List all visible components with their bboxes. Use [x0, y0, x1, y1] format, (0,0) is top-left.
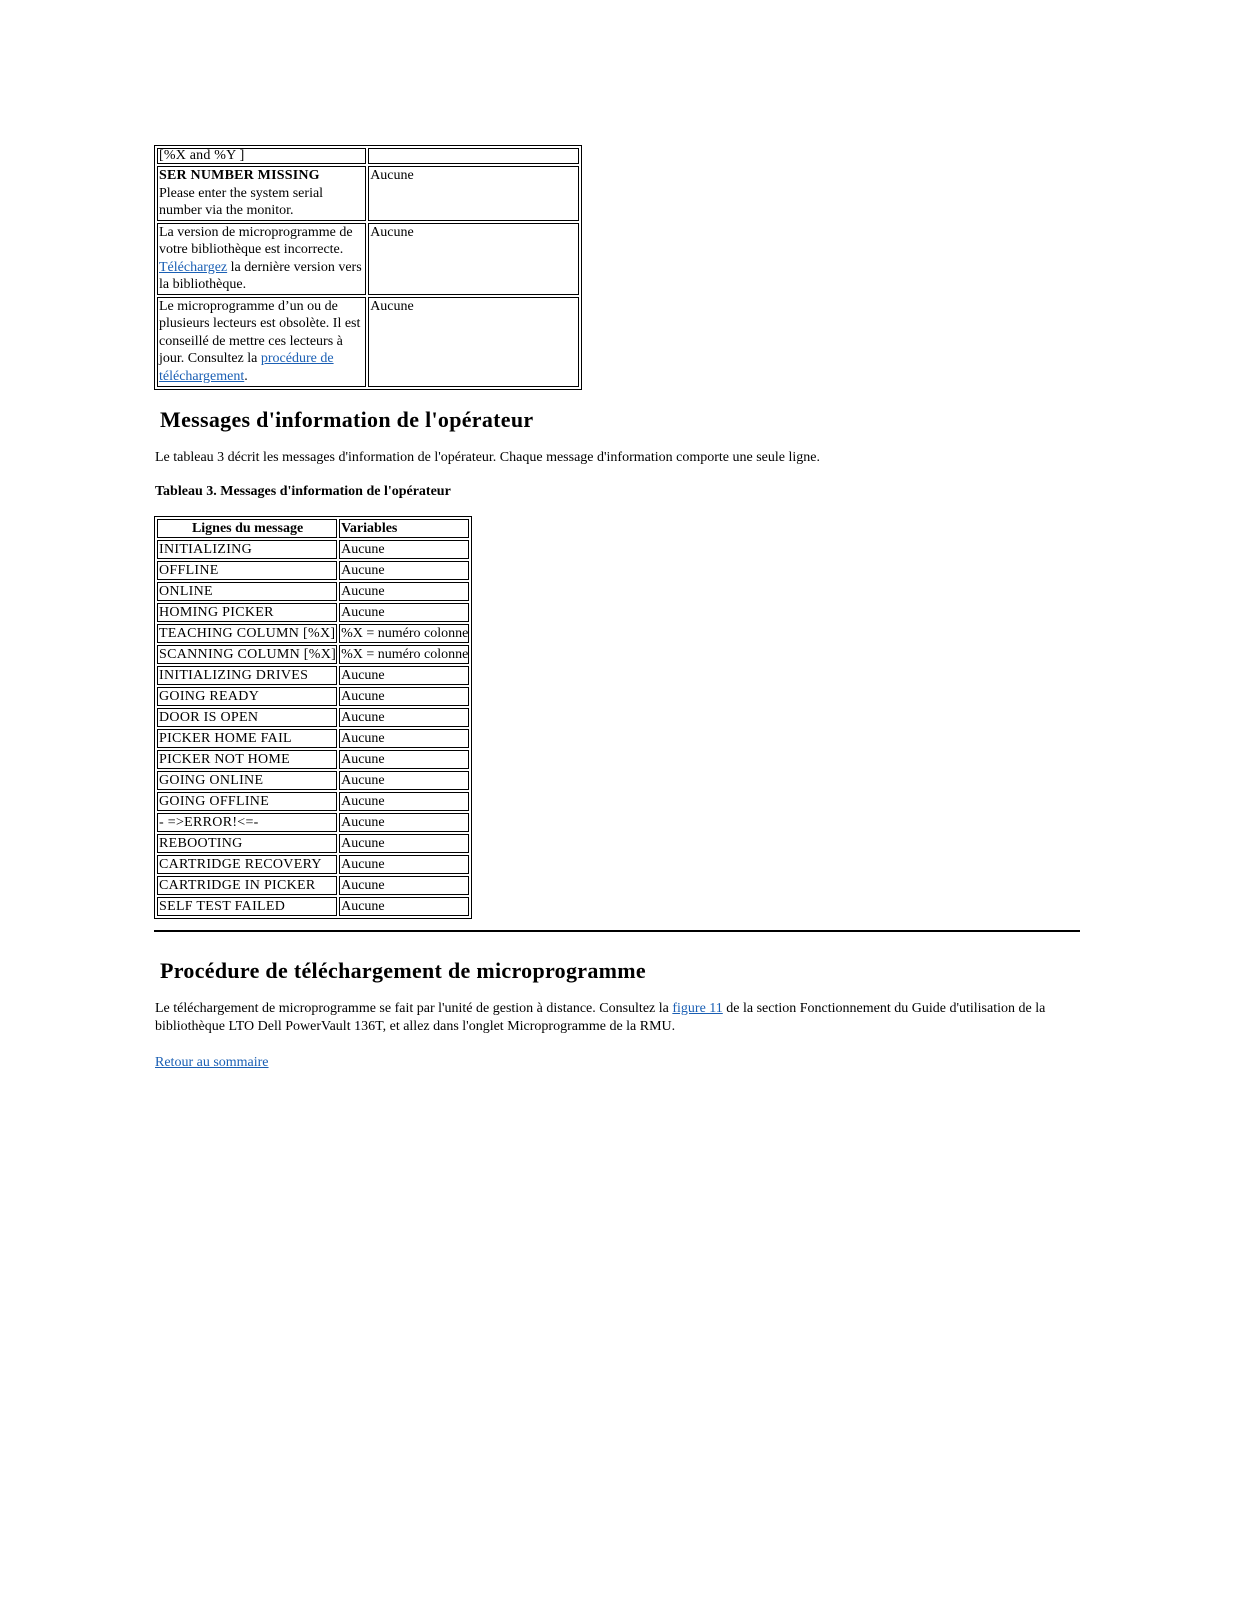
variables-cell: Aucune: [339, 540, 469, 559]
table-row: [157, 729, 469, 748]
message-cell: ONLINE: [157, 582, 337, 601]
table-row: [157, 771, 469, 790]
table-row: [157, 897, 469, 916]
message-cell: REBOOTING: [157, 834, 337, 853]
paragraph-text: Le téléchargement de microprogramme se fait par l'unité de gestion à distance. Consultez la: [155, 1001, 669, 1016]
message-text: La version de microprogramme de votre bibliothèque est incorrecte.: [159, 224, 353, 257]
message-code: SER NUMBER MISSING: [159, 168, 320, 183]
table-row: [157, 166, 579, 221]
table-row: [157, 855, 469, 874]
table-row: [157, 792, 469, 811]
table-row: [157, 645, 469, 664]
table-row: [157, 223, 579, 295]
variables-cell: Aucune: [339, 687, 469, 706]
table-cell: [368, 148, 579, 164]
message-cell: INITIALIZING: [157, 540, 337, 559]
message-cell: GOING OFFLINE: [157, 792, 337, 811]
table-header-row: [157, 519, 469, 538]
table-row: [157, 834, 469, 853]
table-cell: [157, 297, 366, 387]
variables-cell: %X = numéro colonne: [341, 647, 469, 662]
error-messages-table-continued: [154, 145, 582, 390]
variables-cell: Aucune: [339, 666, 469, 685]
table-row: [157, 582, 469, 601]
back-link-container: [155, 1054, 269, 1072]
table-row: [157, 297, 579, 387]
message-text: la dernière version vers la bibliothèque.: [159, 259, 362, 292]
operator-info-table: [154, 516, 472, 919]
section-heading: Procédure de téléchargement de microprogramme: [160, 958, 646, 983]
variables-cell: Aucune: [339, 561, 469, 580]
table-row: [157, 813, 469, 832]
message-cell: PICKER HOME FAIL: [157, 729, 337, 748]
table-caption: Tableau 3. Messages d'information de l'opérateur: [155, 484, 451, 499]
message-cell: GOING ONLINE: [157, 771, 337, 790]
variables-cell: %X = numéro colonne: [341, 626, 469, 641]
message-cell: SCANNING COLUMN [%X]: [159, 647, 337, 662]
table-cell: [157, 148, 366, 164]
section-divider: [154, 930, 1080, 932]
variables-cell: Aucune: [339, 876, 469, 895]
table-cell: [368, 297, 579, 387]
table-row: [157, 666, 469, 685]
message-cell: HOMING PICKER: [157, 603, 337, 622]
variables-value: Aucune: [370, 298, 414, 314]
table-row: [157, 540, 469, 559]
message-cell: SELF TEST FAILED: [157, 897, 337, 916]
variables-cell: Aucune: [339, 603, 469, 622]
table-cell: [157, 166, 366, 221]
table-row: [157, 603, 469, 622]
message-text: Please enter the system serial number via the monitor.: [159, 185, 324, 218]
column-header: Variables: [339, 519, 469, 538]
column-header: Lignes du message: [157, 519, 337, 538]
message-cell: - =>ERROR!<=-: [157, 813, 337, 832]
figure-11-link[interactable]: figure 11: [672, 1001, 723, 1016]
table-row: [157, 750, 469, 769]
message-cell: GOING READY: [157, 687, 337, 706]
message-cell: TEACHING COLUMN [%X]: [159, 626, 336, 641]
variables-cell: Aucune: [339, 708, 469, 727]
variables-cell: Aucune: [339, 582, 469, 601]
message-cell: OFFLINE: [157, 561, 337, 580]
table-cell: [157, 223, 366, 295]
paragraph-text: de la section Fonctionnement du Guide d'utilisation de la bibliothèque LTO Dell PowerVault 136T, et allez dans l'onglet Microprogramme de la RMU.: [155, 1001, 1046, 1034]
variables-cell: Aucune: [339, 729, 469, 748]
message-cell: CARTRIDGE IN PICKER: [157, 876, 337, 895]
variables-cell: Aucune: [339, 834, 469, 853]
download-link[interactable]: Téléchargez: [159, 259, 228, 275]
table-body: [157, 540, 469, 916]
message-cell: DOOR IS OPEN: [157, 708, 337, 727]
variables-cell: Aucune: [339, 771, 469, 790]
table-cell: [368, 166, 579, 221]
message-text: Le microprogramme d’un ou de plusieurs lecteurs est obsolète. Il est conseillé de mettre ces lecteurs à jour. Consultez la: [159, 298, 361, 366]
section-heading: Messages d'information de l'opérateur: [160, 407, 534, 432]
table-row: [157, 148, 579, 164]
variables-value: Aucune: [370, 168, 414, 183]
message-text: .: [244, 368, 248, 384]
variables-cell: Aucune: [339, 750, 469, 769]
variables-value: Aucune: [370, 224, 414, 240]
table-row: [157, 624, 469, 643]
message-cell: INITIALIZING DRIVES: [157, 666, 337, 685]
variables-cell: Aucune: [339, 855, 469, 874]
table-cell: [368, 223, 579, 295]
message-cell: PICKER NOT HOME: [157, 750, 337, 769]
table-row: [157, 561, 469, 580]
variables-cell: Aucune: [339, 792, 469, 811]
message-cell: CARTRIDGE RECOVERY: [157, 855, 337, 874]
section-paragraph: [155, 1000, 1055, 1036]
table-row: [157, 876, 469, 895]
table-row: [157, 708, 469, 727]
table-row: [157, 687, 469, 706]
back-to-contents-link[interactable]: Retour au sommaire: [155, 1055, 269, 1070]
section-intro: Le tableau 3 décrit les messages d'information de l'opérateur. Chaque message d'information comporte une seule ligne.: [155, 450, 820, 465]
download-procedure-link[interactable]: procédure de téléchargement: [159, 351, 334, 384]
variables-cell: Aucune: [339, 897, 469, 916]
cell-text: [%X and %Y ]: [159, 148, 245, 163]
variables-cell: Aucune: [339, 813, 469, 832]
